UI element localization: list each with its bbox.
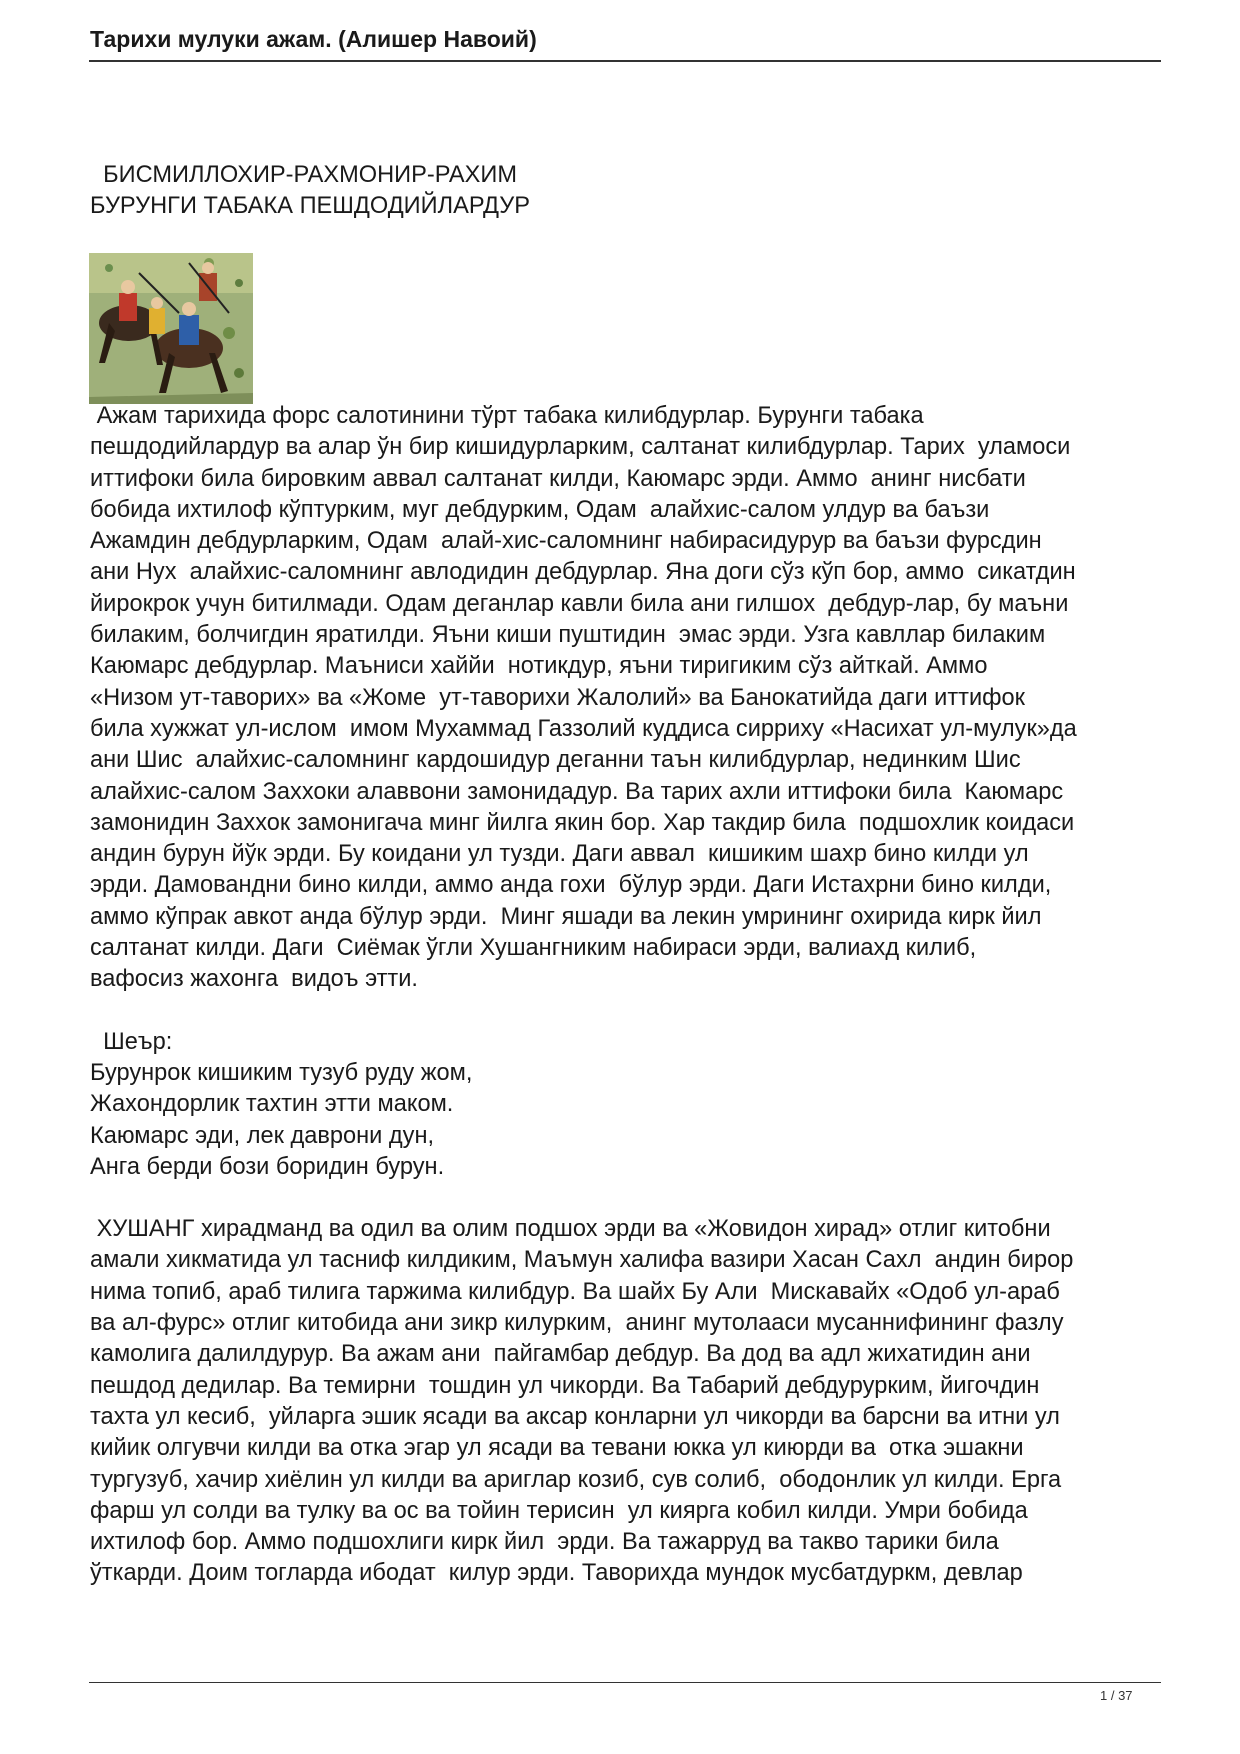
text-line: ХУШАНГ хирадманд ва одил ва олим подшох эрди ва «Жовидон хирад» отлиг китобни — [90, 1216, 1051, 1243]
poem-line: Каюмарс эди, лек даврони дун, — [90, 1122, 435, 1149]
page-number: 1 / 37 — [1100, 1688, 1133, 1703]
text-line: Каюмарс дебдурлар. Маъниси хаййи нотикдур, яъни тиригиким сўз айткай. Аммо — [90, 653, 988, 680]
text-line: кийик олгувчи килди ва отка эгар ул ясади ва тевани юкка ул киюрди ва отка эшакни — [90, 1435, 1024, 1462]
text-line: бобида ихтилоф кўптурким, муг дебдурким, Одам алайхис-салом улдур ва баъзи — [90, 496, 990, 523]
text-line: пешдод дедилар. Ва темирни тошдин ул чикорди. Ва Табарий дебдурурким, йигочдин — [90, 1372, 1040, 1399]
text-line: амали хикматида ул тасниф килдиким, Маъмун халифа вазири Хасан Сахл андин бирор — [90, 1247, 1074, 1274]
text-line: йирокрок учун битилмади. Одам деганлар кавли била ани гилшох дебдур-лар, бу маъни — [90, 590, 1069, 617]
text-line: салтанат килди. Даги Сиёмак ўгли Хушангниким набираси эрди, валиахд килиб, — [90, 935, 977, 962]
text-line: вафосиз жахонга видоъ этти. — [90, 966, 418, 993]
text-line: Ажамдин дебдурларким, Одам алай-хис-саломнинг набирасидурур ва баъзи фурсдин — [90, 528, 1042, 555]
text-line: пешдодийлардур ва алар ўн бир кишидурларким, салтанат килибдурлар. Тарих уламоси — [90, 434, 1071, 461]
text-line: алайхис-салом Заххоки алаввони замонидадур. Ва тарих ахли иттифоки била Каюмарс — [90, 778, 1064, 805]
poem-line: Бурунрок кишиким тузуб руду жом, — [90, 1059, 473, 1086]
text-line: аммо кўпрак авкот анда бўлур эрди. Минг яшади ва лекин умрининг охирида кирк йил — [90, 903, 1042, 930]
footer-divider — [89, 1682, 1161, 1683]
document-title: Тарихи мулуки ажам. (Алишер Навоий) — [90, 26, 537, 52]
poem-line: Жахондорлик тахтин этти маком. — [90, 1091, 454, 1118]
header-divider — [89, 60, 1161, 62]
text-line: ўткарди. Доим тогларда ибодат килур эрди. Таворихда мундок мусбатдуркм, девлар — [90, 1560, 1023, 1587]
miniature-painting-icon — [89, 253, 253, 404]
section-heading: БУРУНГИ ТАБАКА ПЕШДОДИЙЛАРДУР — [90, 193, 530, 220]
main-text — [90, 401, 1165, 1590]
text-line: тургузуб, хачир хиёлин ул килди ва ариглар козиб, сув солиб, ободонлик ул килди. Ерга — [90, 1466, 1062, 1493]
poem-heading: Шеър: — [90, 1028, 173, 1055]
text-line: тахта ул кесиб, уйларга эшик ясади ва аксар конларни ул чикорди ва барсни ва итни ул — [90, 1403, 1060, 1430]
text-line: эрди. Дамовандни бино килди, аммо анда гохи бўлур эрди. Даги Истахрни бино килди, — [90, 872, 1052, 899]
text-line: фарш ул солди ва тулку ва ос ва тойин терисин ул киярга кобил килди. Умри бобида — [90, 1497, 1028, 1524]
paragraph-2 — [90, 1214, 1165, 1590]
text-line: иттифоки била бировким аввал салтанат килди, Каюмарс эрди. Аммо анинг нисбати — [90, 465, 1026, 492]
text-line: ва ал-фурс» отлиг китобида ани зикр килурким, анинг мутолааси мусаннифининг фазлу — [90, 1310, 1064, 1337]
text-line: замонидин Заххок замонигача минг йилга якин бор. Хар такдир била подшохлик коидаси — [90, 809, 1075, 836]
heading-block — [90, 160, 1165, 223]
text-line: ани Нух алайхис-саломнинг авлодидин дебдурлар. Яна доги сўз кўп бор, аммо сикатдин — [90, 559, 1076, 586]
poem-line: Анга берди бози боридин бурун. — [90, 1153, 445, 1180]
text-line: «Низом ут-таворих» ва «Жоме ут-таворихи Жалолий» ва Банокатийда даги иттифок — [90, 684, 1026, 711]
text-line: ани Шис алайхис-саломнинг кардошидур деганни таън килибдурлар, нединким Шис — [90, 747, 1021, 774]
paragraph-1 — [90, 401, 1165, 996]
text-line: андин бурун йўк эрди. Бу коидани ул тузди. Даги аввал кишиким шахр бино килди ул — [90, 841, 1029, 868]
text-line: билаким, болчигдин яратилди. Яъни киши пуштидин эмас эрди. Узга кавллар билаким — [90, 622, 1046, 649]
text-line: била хужжат ул-ислом имом Мухаммад Газзолий куддиса сирриху «Насихат ул-мулук»да — [90, 715, 1077, 742]
paragraph-gap — [90, 996, 1165, 1027]
text-line: ихтилоф бор. Аммо подшохлиги кирк йил эрди. Ва тажарруд ва такво тарики била — [90, 1529, 999, 1556]
poem-block — [90, 1027, 1165, 1183]
text-line: Ажам тарихида форс салотинини тўрт табака килибдурлар. Бурунги табака — [90, 403, 924, 429]
paragraph-gap — [90, 1183, 1165, 1214]
text-line: камолига далилдурур. Ва ажам ани пайгамбар дебдур. Ва дод ва адл жихатидин ани — [90, 1341, 1031, 1368]
text-line: нима топиб, араб тилига таржима килибдур. Ва шайх Бу Али Мискавайх «Одоб ул-араб — [90, 1278, 1060, 1305]
basmala-heading: БИСМИЛЛОХИР-РАХМОНИР-РАХИМ — [90, 162, 517, 188]
